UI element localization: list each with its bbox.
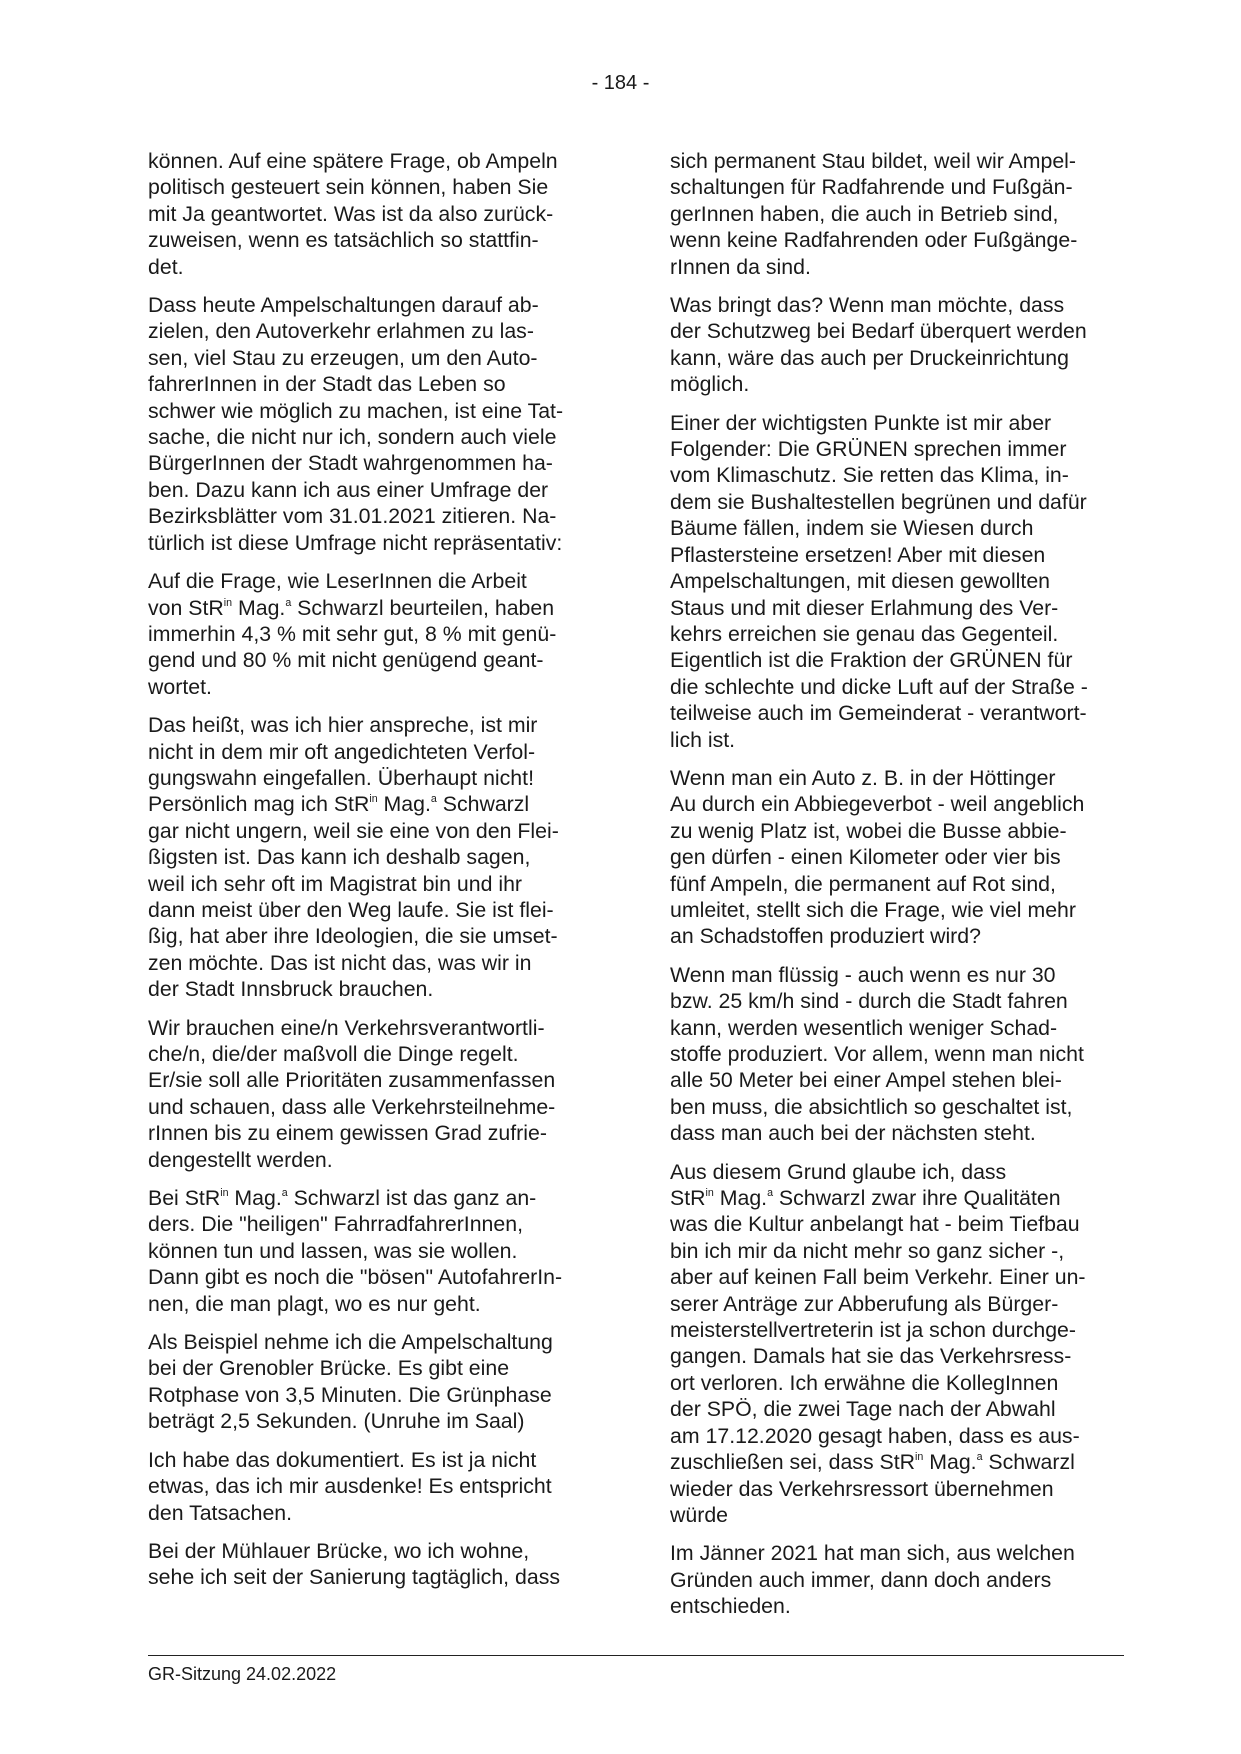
text-line: ort verloren. Ich erwähne die KollegInnen [670,1370,1059,1395]
text-line: zen möchte. Das ist nicht das, was wir in [148,950,532,975]
text-line: ben. Dazu kann ich aus einer Umfrage der [148,477,549,502]
text-line: Wir brauchen eine/n Verkehrsverantwortli- [148,1015,545,1040]
text-line: teilweise auch im Gemeinderat - verantwort- [670,701,1087,726]
text-line: die schlechte und dicke Luft auf der Straße - [670,674,1088,699]
text-line: Ich habe das dokumentiert. Es ist ja nicht [148,1447,537,1472]
text-line: sache, die nicht nur ich, sondern auch viele [148,425,557,450]
paragraph [148,568,593,700]
text-line: Gründen auch immer, dann doch anders [670,1567,1052,1592]
text-line: Bäume fällen, indem sie Wiesen durch [670,516,1034,541]
footer-session-date: GR-Sitzung 24.02.2022 [148,1664,337,1684]
text-line: det. [148,254,184,279]
text-line: vom Klimaschutz. Sie retten das Klima, in- [670,463,1069,488]
text-line: Eigentlich ist die Fraktion der GRÜNEN für [670,648,1073,673]
text-line: Einer der wichtigsten Punkte ist mir aber [670,410,1052,435]
text-line: Auf die Frage, wie LeserInnen die Arbeit [148,569,527,594]
text-line: zuschließen sei, dass StR$^{in}$ Mag.$^a$ Schwarzl [670,1450,1075,1475]
text-line: sen, viel Stau zu erzeugen, um den Auto- [148,345,538,370]
text-line: aber auf keinen Fall beim Verkehr. Einer un- [670,1265,1086,1290]
text-line: wenn keine Radfahrenden oder Fußgänge- [670,228,1078,253]
text-line: Rotphase von 3,5 Minuten. Die Grünphase [148,1382,552,1407]
text-line: kehrs erreichen sie genau das Gegenteil. [670,621,1059,646]
text-line: dann meist über den Weg laufe. Sie ist flei- [148,897,554,922]
text-line: dem sie Bushaltestellen begrünen und dafür [670,489,1087,514]
text-line: dengestellt werden. [148,1147,333,1172]
text-line: Bei StR$^{in}$ Mag.$^a$ Schwarzl ist das ganz an- [148,1186,537,1211]
text-line: weil ich sehr oft im Magistrat bin und ihr [148,871,523,896]
text-line: immerhin 4,3 % mit sehr gut, 8 % mit genü- [148,621,557,646]
text-line: ßigsten ist. Das kann ich deshalb sagen, [148,845,531,870]
paragraph [148,1015,593,1173]
text-line: den Tatsachen. [148,1500,293,1525]
text-line: Was bringt das? Wenn man möchte, dass [670,293,1065,318]
text-line: Pflastersteine ersetzen! Aber mit diesen [670,542,1046,567]
text-line: und schauen, dass alle Verkehrsteilnehme- [148,1094,556,1119]
text-line: politisch gesteuert sein können, haben Sie [148,175,549,200]
paragraph [148,148,593,280]
text-line: können tun und lassen, was sie wollen. [148,1238,518,1263]
text-line: ders. Die "heiligen" FahrradfahrerInnen, [148,1212,524,1237]
text-line: würde [670,1502,729,1527]
text-line: was die Kultur anbelangt hat - beim Tiefbau [670,1212,1080,1237]
text-line: entschieden. [670,1594,791,1619]
text-line: Als Beispiel nehme ich die Ampelschaltung [148,1330,553,1355]
text-line: lich ist. [670,727,736,752]
page-number: - 184 - [591,72,650,94]
text-line: sehe ich seit der Sanierung tagtäglich, dass [148,1565,560,1590]
text-line: kann, wäre das auch per Druckeinrichtung [670,345,1069,370]
text-line: dass man auch bei der nächsten steht. [670,1121,1036,1146]
text-line: etwas, das ich mir ausdenke! Es entspricht [148,1474,552,1499]
text-line: Er/sie soll alle Prioritäten zusammenfassen [148,1068,556,1093]
text-line: Im Jänner 2021 hat man sich, aus welchen [670,1541,1075,1566]
text-line: Ampelschaltungen, mit diesen gewollten [670,569,1051,594]
text-line: Dann gibt es noch die "bösen" AutofahrerIn- [148,1265,563,1290]
text-line: nen, die man plagt, wo es nur geht. [148,1291,481,1316]
text-line: kann, werden wesentlich weniger Schad- [670,1015,1058,1040]
text-line: serer Anträge zur Abberufung als Bürger- [670,1291,1059,1316]
text-line: Dass heute Ampelschaltungen darauf ab- [148,293,539,318]
paragraph [670,765,1115,950]
text-line: fahrerInnen in der Stadt das Leben so [148,372,506,397]
text-line: Bezirksblätter vom 31.01.2021 zitieren. Na- [148,504,557,529]
text-line: Das heißt, was ich hier anspreche, ist mir [148,713,538,738]
paragraph [148,1447,593,1526]
text-line: wortet. [148,674,212,699]
text-line: Aus diesem Grund glaube ich, dass [670,1159,1007,1184]
text-line: gerInnen haben, die auch in Betrieb sind, [670,201,1059,226]
text-line: sich permanent Stau bildet, weil wir Ampel- [670,149,1077,173]
text-line: schaltungen für Radfahrende und Fußgän- [670,175,1073,200]
text-line: gungswahn eingefallen. Überhaupt nicht! [148,765,534,790]
text-line: ben muss, die absichtlich so geschaltet ist, [670,1094,1073,1119]
paragraph [670,962,1115,1147]
text-line: an Schadstoffen produziert wird? [670,924,981,949]
text-line: schwer wie möglich zu machen, ist eine Tat- [148,398,564,423]
paragraph [148,1538,593,1591]
text-line: rInnen bis zu einem gewissen Grad zufrie- [148,1121,547,1146]
text-line: der Stadt Innsbruck brauchen. [148,977,434,1002]
text-line: umleitet, stellt sich die Frage, wie viel mehr [670,897,1076,922]
text-line: gend und 80 % mit nicht genügend geant- [148,648,544,673]
paragraph [148,712,593,1002]
paragraph [148,292,593,556]
paragraph [670,292,1115,398]
text-line: von StR$^{in}$ Mag.$^a$ Schwarzl beurteilen, haben [148,595,555,620]
text-line: türlich ist diese Umfrage nicht repräsentativ: [148,530,563,555]
text-line: Folgender: Die GRÜNEN sprechen immer [670,437,1067,462]
text-line: gangen. Damals hat sie das Verkehrsress- [670,1344,1072,1369]
text-line: bin ich mir da nicht mehr so ganz sicher -, [670,1238,1065,1263]
text-line: rInnen da sind. [670,254,811,279]
text-line: zuweisen, wenn es tatsächlich so stattfin- [148,228,539,253]
paragraph [148,1329,593,1435]
text-line: bzw. 25 km/h sind - durch die Stadt fahren [670,989,1068,1014]
text-line: che/n, die/der maßvoll die Dinge regelt. [148,1042,519,1066]
text-line: gar nicht ungern, weil sie eine von den Flei- [148,818,559,843]
text-line: StR$^{in}$ Mag.$^a$ Schwarzl zwar ihre Qualitäten [670,1186,1061,1211]
text-line: Au durch ein Abbiegeverbot - weil angeblich [670,792,1085,817]
text-line: meisterstellvertreterin ist ja schon durchge- [670,1318,1076,1343]
right-column [670,148,1115,1632]
text-line: zielen, den Autoverkehr erlahmen zu las- [148,319,534,344]
text-line: beträgt 2,5 Sekunden. (Unruhe im Saal) [148,1409,525,1434]
left-column [148,148,593,1603]
paragraph [670,148,1115,280]
text-line: fünf Ampeln, die permanent auf Rot sind, [670,871,1056,896]
text-line: möglich. [670,372,750,397]
text-line: BürgerInnen der Stadt wahrgenommen ha- [148,451,553,476]
text-line: Bei der Mühlauer Brücke, wo ich wohne, [148,1538,530,1563]
text-line: Staus und mit dieser Erlahmung des Ver- [670,595,1059,620]
paragraph [670,1159,1115,1529]
text-line: wieder das Verkehrsressort übernehmen [670,1476,1054,1501]
text-line: nicht in dem mir oft angedichteten Verfol- [148,739,536,764]
text-line: Wenn man ein Auto z. B. in der Höttinger [670,765,1056,790]
text-line: gen dürfen - einen Kilometer oder vier bis [670,845,1061,870]
text-line: der SPÖ, die zwei Tage nach der Abwahl [670,1397,1056,1422]
text-line: stoffe produziert. Vor allem, wenn man nicht [670,1042,1084,1066]
text-line: alle 50 Meter bei einer Ampel stehen blei- [670,1068,1062,1093]
paragraph [148,1185,593,1317]
text-line: bei der Grenobler Brücke. Es gibt eine [148,1356,510,1381]
text-line: ßig, hat aber ihre Ideologien, die sie umset- [148,924,558,949]
text-line: zu wenig Platz ist, wobei die Busse abbie- [670,818,1067,843]
paragraph [670,410,1115,753]
text-line: können. Auf eine spätere Frage, ob Ampeln [148,149,558,173]
text-line: mit Ja geantwortet. Was ist da also zurück- [148,201,554,226]
text-line: der Schutzweg bei Bedarf überquert werden [670,319,1087,344]
text-line: am 17.12.2020 gesagt haben, dass es aus- [670,1423,1080,1448]
paragraph [670,1540,1115,1619]
text-line: Persönlich mag ich StR$^{in}$ Mag.$^a$ Schwarzl [148,792,530,817]
footer-divider [148,1655,1124,1656]
text-line: Wenn man flüssig - auch wenn es nur 30 [670,962,1056,987]
